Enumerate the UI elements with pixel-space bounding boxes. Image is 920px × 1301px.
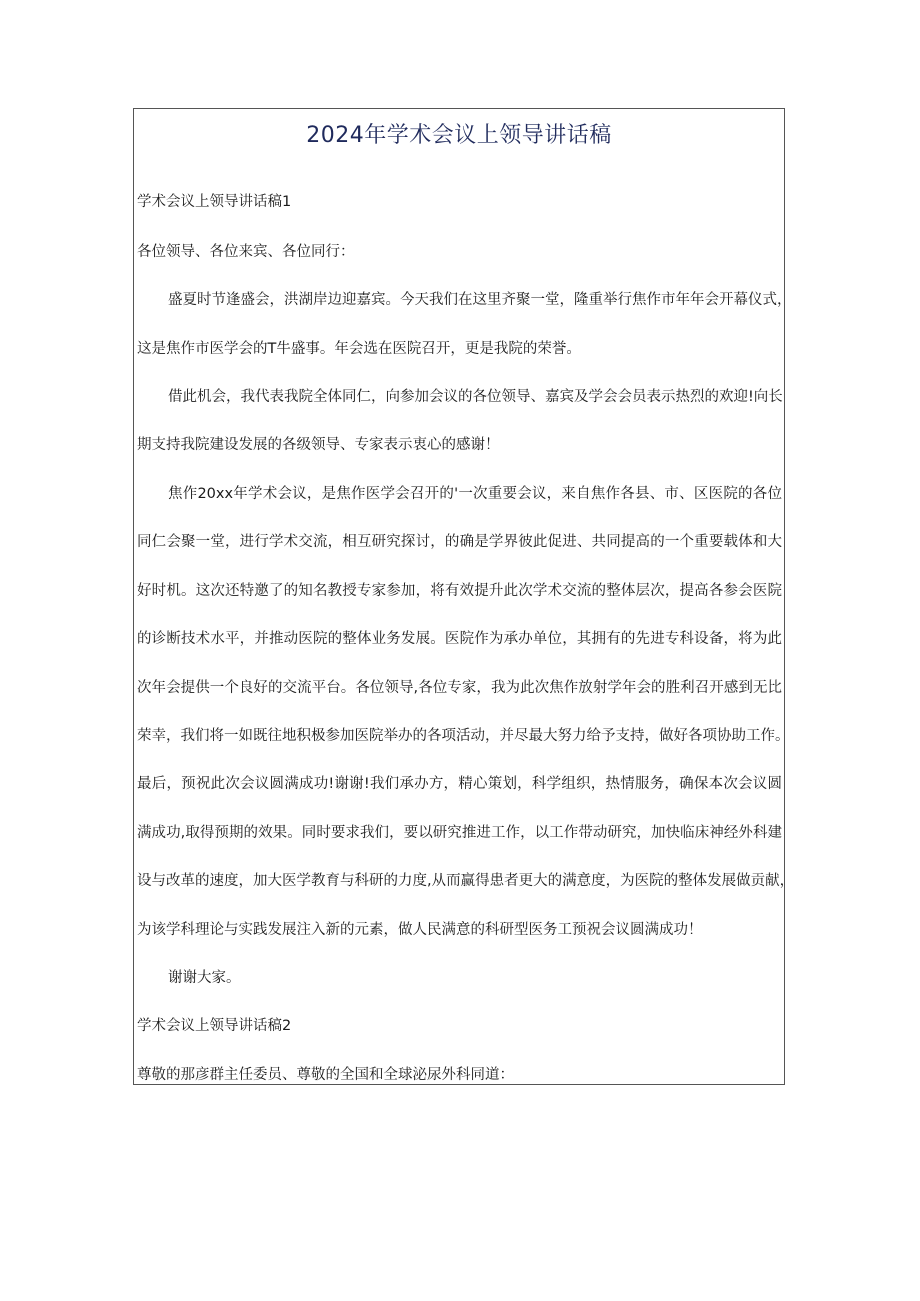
section-heading-1: 学术会议上领导讲话稿1 [137, 194, 292, 210]
paragraph-line: 次年会提供一个良好的交流平台。各位领导,各位专家，我为此次焦作放射学年会的胜利召开感到无比 [137, 680, 782, 696]
paragraph-line: 设与改革的速度，加大医学教育与科研的力度,从而赢得患者更大的满意度，为医院的整体发展做贡献， [137, 873, 795, 889]
document-title: 2024年学术会议上领导讲话稿 [306, 123, 612, 148]
salutation: 各位领导、各位来宾、各位同行： [137, 244, 355, 260]
paragraph-line: 盛夏时节逢盛会，洪湖岸边迎嘉宾。今天我们在这里齐聚一堂，隆重举行焦作市年年会开幕仪式， [168, 292, 792, 308]
paragraph-line: 同仁会聚一堂，进行学术交流，相互研究探讨，的确是学界彼此促进、共同提高的一个重要载体和大 [137, 534, 782, 550]
paragraph-line: 借此机会，我代表我院全体同仁，向参加会议的各位领导、嘉宾及学会会员表示热烈的欢迎!向长 [168, 389, 783, 405]
paragraph-line: 满成功,取得预期的效果。同时要求我们，要以研究推进工作，以工作带动研究，加快临床神经外科建 [137, 825, 782, 841]
section-heading-2: 学术会议上领导讲话稿2 [137, 1018, 292, 1034]
document-frame [133, 108, 795, 1085]
paragraph-line: 的诊断技术水平，并推动医院的整体业务发展。医院作为承办单位，其拥有的先进专科设备，将为此 [137, 631, 782, 647]
paragraph-line: 这是焦作市医学会的T牛盛事。年会选在医院召开，更是我院的荣誉。 [137, 341, 581, 357]
closing-thanks: 谢谢大家。 [168, 970, 241, 986]
paragraph-line: 荣幸，我们将一如既往地积极参加医院举办的各项活动，并尽最大努力给予支持，做好各项协助工作。 [137, 728, 790, 744]
paragraph-line: 最后，预祝此次会议圆满成功!谢谢!我们承办方，精心策划，科学组织，热情服务，确保本次会议圆 [137, 776, 782, 792]
paragraph-line: 为该学科理论与实践发展注入新的元素，做人民满意的科研型医务工预祝会议圆满成功！ [137, 922, 703, 938]
paragraph-line: 期支持我院建设发展的各级领导、专家表示衷心的感谢！ [137, 437, 500, 453]
salutation-2: 尊敬的那彦群主任委员、尊敬的全国和全球泌尿外科同道： [137, 1067, 514, 1083]
paragraph-line: 好时机。这次还特邀了的知名教授专家参加，将有效提升此次学术交流的整体层次，提高各参会医院 [137, 583, 782, 599]
paragraph-line: 焦作20xx年学术会议，是焦作医学会召开的'一次重要会议，来自焦作各县、市、区医院的各位 [168, 486, 782, 502]
